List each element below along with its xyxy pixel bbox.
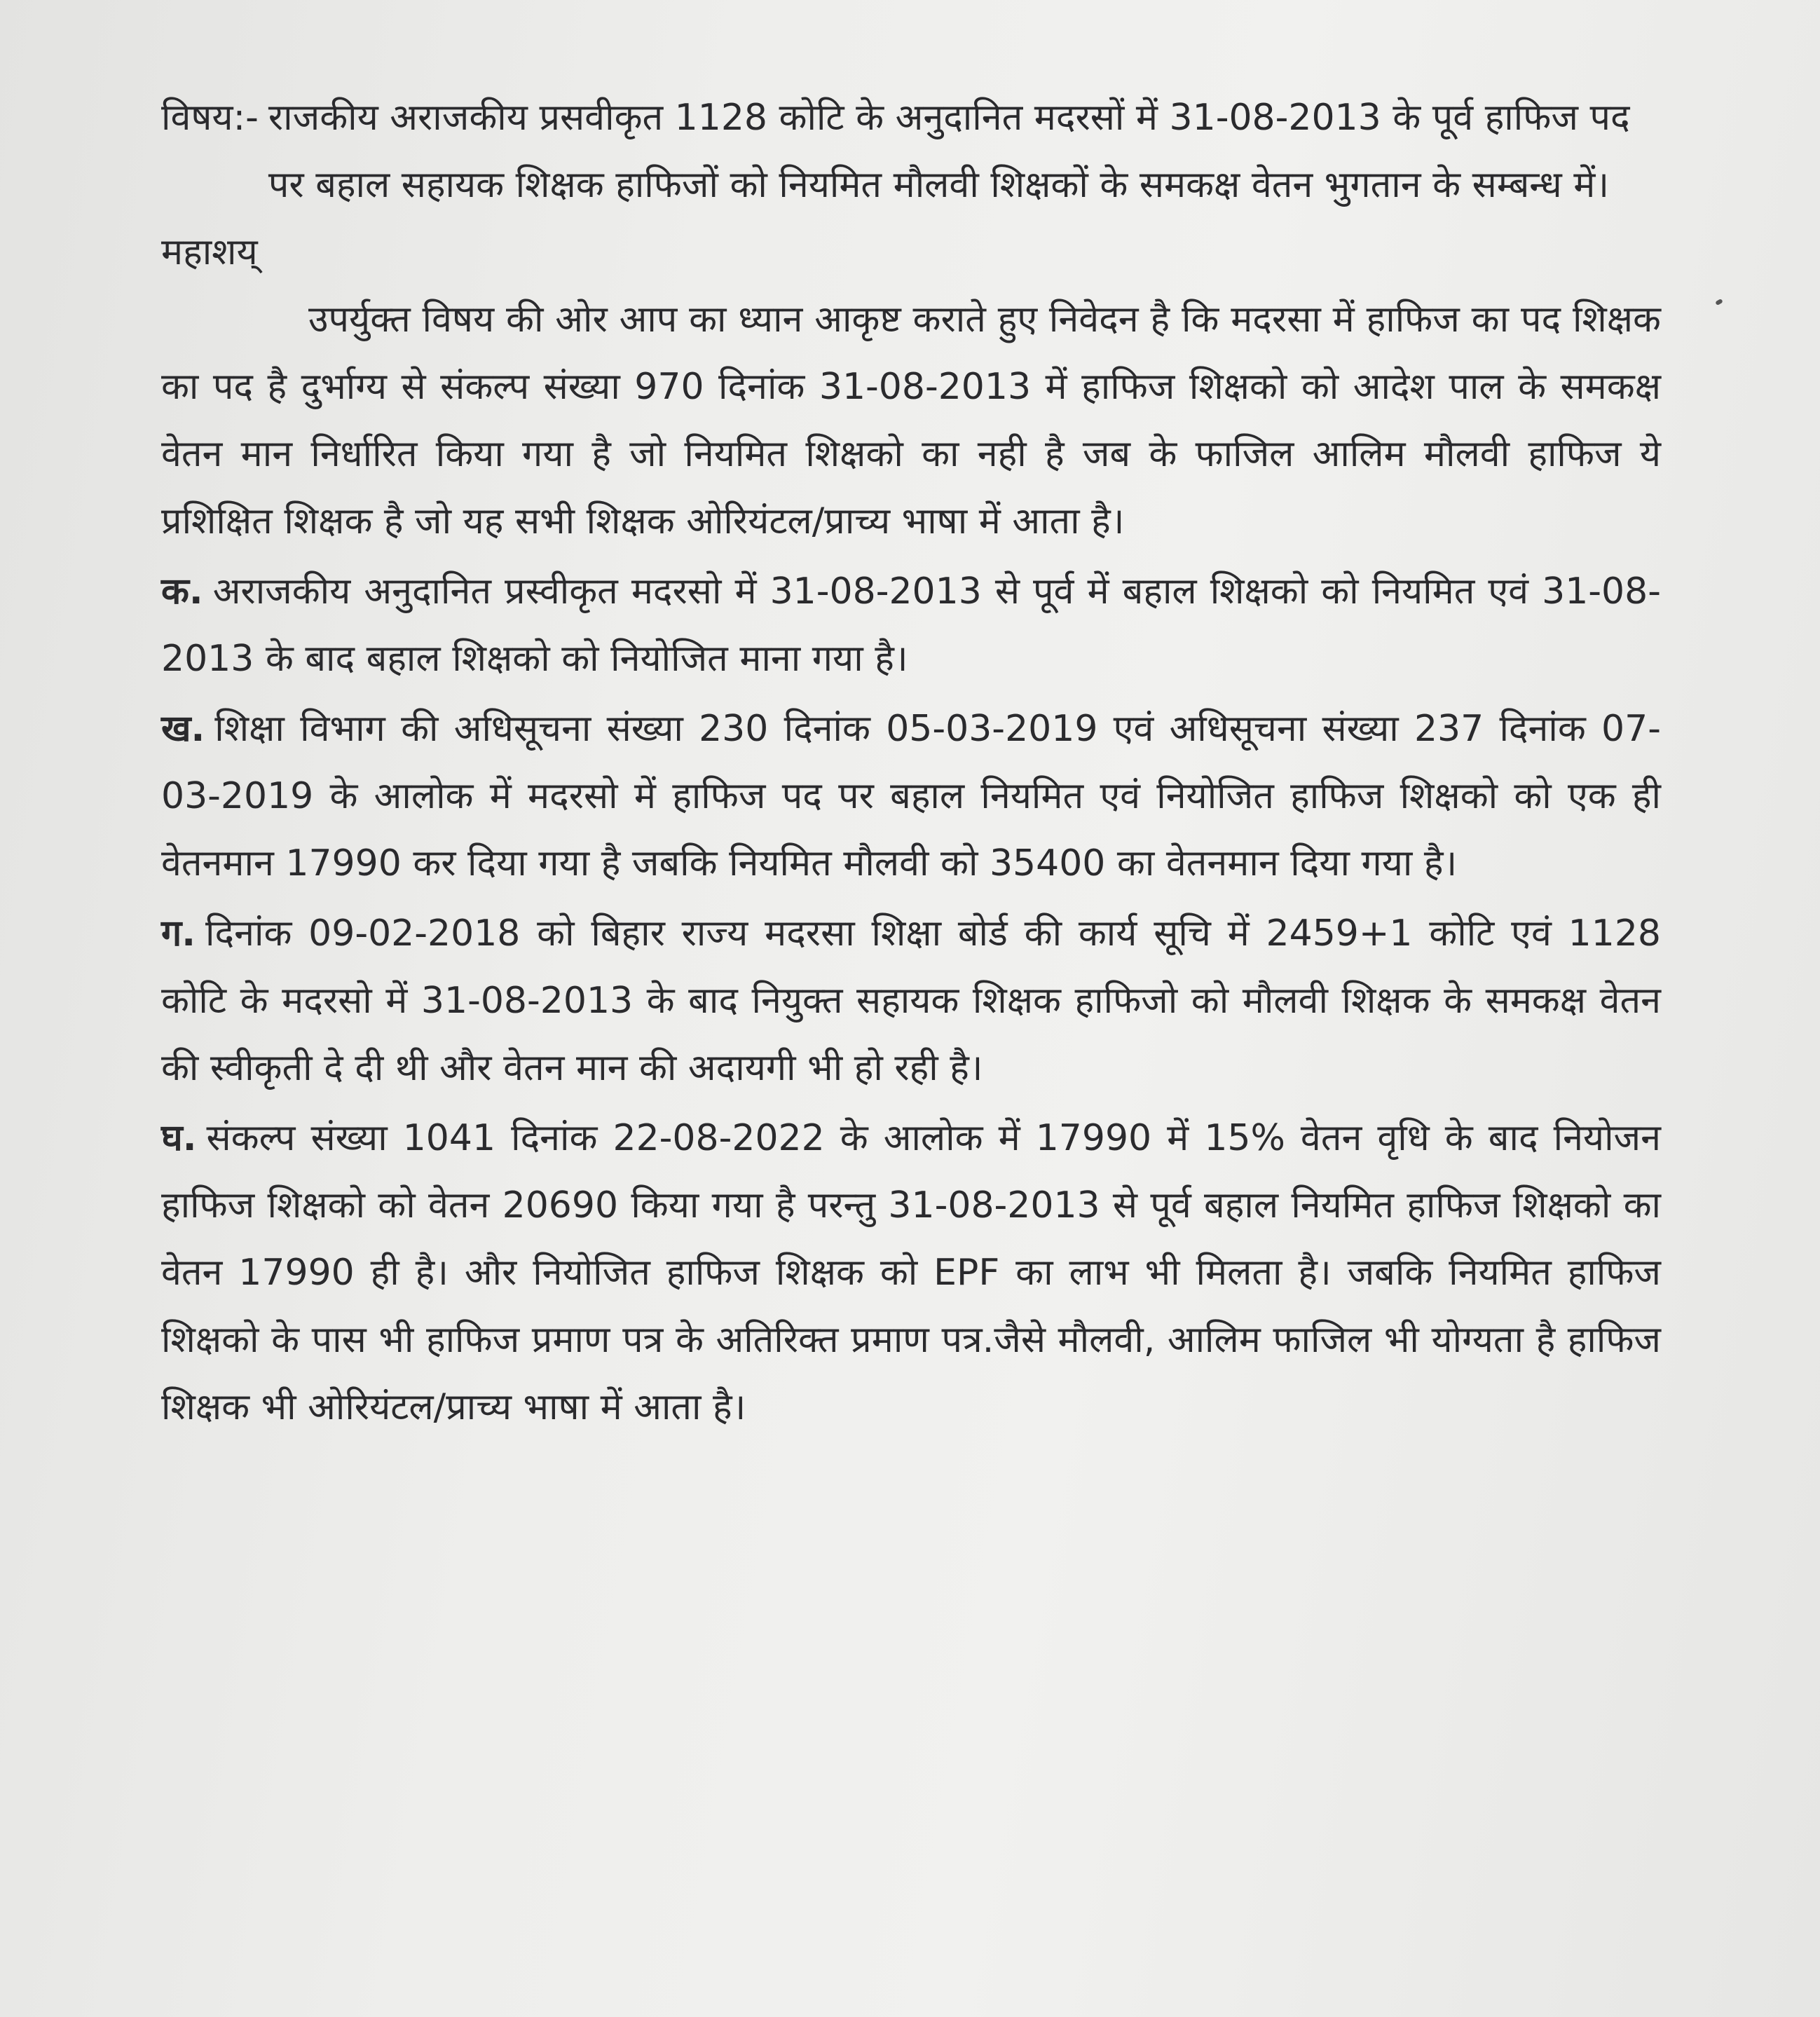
point-text: संकल्प संख्या 1041 दिनांक 22-08-2022 के आलोक में 17990 में 15% वेतन वृधि के बाद नियोजन हाफिज शिक्षको को वेतन 20690 किया गया है परन्तु 31-08-2013 से पूर्व बहाल नियमित हाफिज शिक्षको का वेतन 17990 ही है। और नियोजित हाफिज शिक्षक को EPF का लाभ भी मिलता है। जबकि नियमित हाफिज शिक्षको के पास भी हाफिज प्रमाण पत्र के अतिरिक्त प्रमाण पत्र.जैसे मौलवी, आलिम फाजिल भी योग्यता है हाफिज शिक्षक भी ओरियंटल/प्राच्य भाषा में आता है।	[161, 1117, 1661, 1428]
point-marker: घ.	[161, 1117, 197, 1159]
point-text: दिनांक 09-02-2018 को बिहार राज्य मदरसा शिक्षा बोर्ड की कार्य सूचि में 2459+1 कोटि एवं 1128 कोटि के मदरसो में 31-08-2013 के बाद नियुक्त सहायक शिक्षक हाफिजो को मौलवी शिक्षक के समकक्ष वेतन की स्वीकृती दे दी थी और वेतन मान की अदायगी भी हो रही है।	[161, 912, 1661, 1089]
letter-body	[161, 84, 1661, 1441]
subject-line	[161, 84, 1661, 219]
point-gha	[161, 1105, 1661, 1441]
point-marker: ग.	[161, 912, 196, 955]
point-ka	[161, 558, 1661, 692]
point-marker: ख.	[161, 708, 205, 750]
intro-paragraph: उपर्युक्त विषय की ओर आप का ध्यान आकृष्ट कराते हुए निवेदन है कि मदरसा में हाफिज का पद शिक्षक का पद है दुर्भाग्य से संकल्प संख्या 970 दिनांक 31-08-2013 में हाफिज शिक्षको को आदेश पाल के समकक्ष वेतन मान निर्धारित किया गया है जो नियमित शिक्षको का नही है जब के फाजिल आलिम मौलवी हाफिज ये प्रशिक्षित शिक्षक है जो यह सभी शिक्षक ओरियंटल/प्राच्य भाषा में आता है।	[161, 299, 1661, 542]
point-kha	[161, 695, 1661, 897]
point-ga	[161, 900, 1661, 1102]
point-marker: क.	[161, 570, 203, 613]
point-text: शिक्षा विभाग की अधिसूचना संख्या 230 दिनांक 05-03-2019 एवं अधिसूचना संख्या 237 दिनांक 07-03-2019 के आलोक में मदरसो में हाफिज पद पर बहाल नियमित एवं नियोजित हाफिज शिक्षको को एक ही वेतनमान 17990 कर दिया गया है जबकि नियमित मौलवी को 35400 का वेतनमान दिया गया है।	[161, 708, 1661, 884]
point-text: अराजकीय अनुदानित प्रस्वीकृत मदरसो में 31-08-2013 से पूर्व में बहाल शिक्षको को नियमित एवं 31-08-2013 के बाद बहाल शिक्षको को नियोजित माना गया है।	[161, 570, 1661, 680]
subject-text: राजकीय अराजकीय प्रसवीकृत 1128 कोटि के अनुदानित मदरसों में 31-08-2013 के पूर्व हाफिज पद पर बहाल सहायक शिक्षक हाफिजों को नियमित मौलवी शिक्षकों के समकक्ष वेतन भुगतान के सम्बन्ध में।	[268, 97, 1630, 206]
salutation: महाशय्	[161, 231, 258, 273]
paper-speck	[1715, 299, 1723, 306]
subject-label: विषय:-	[161, 97, 259, 139]
